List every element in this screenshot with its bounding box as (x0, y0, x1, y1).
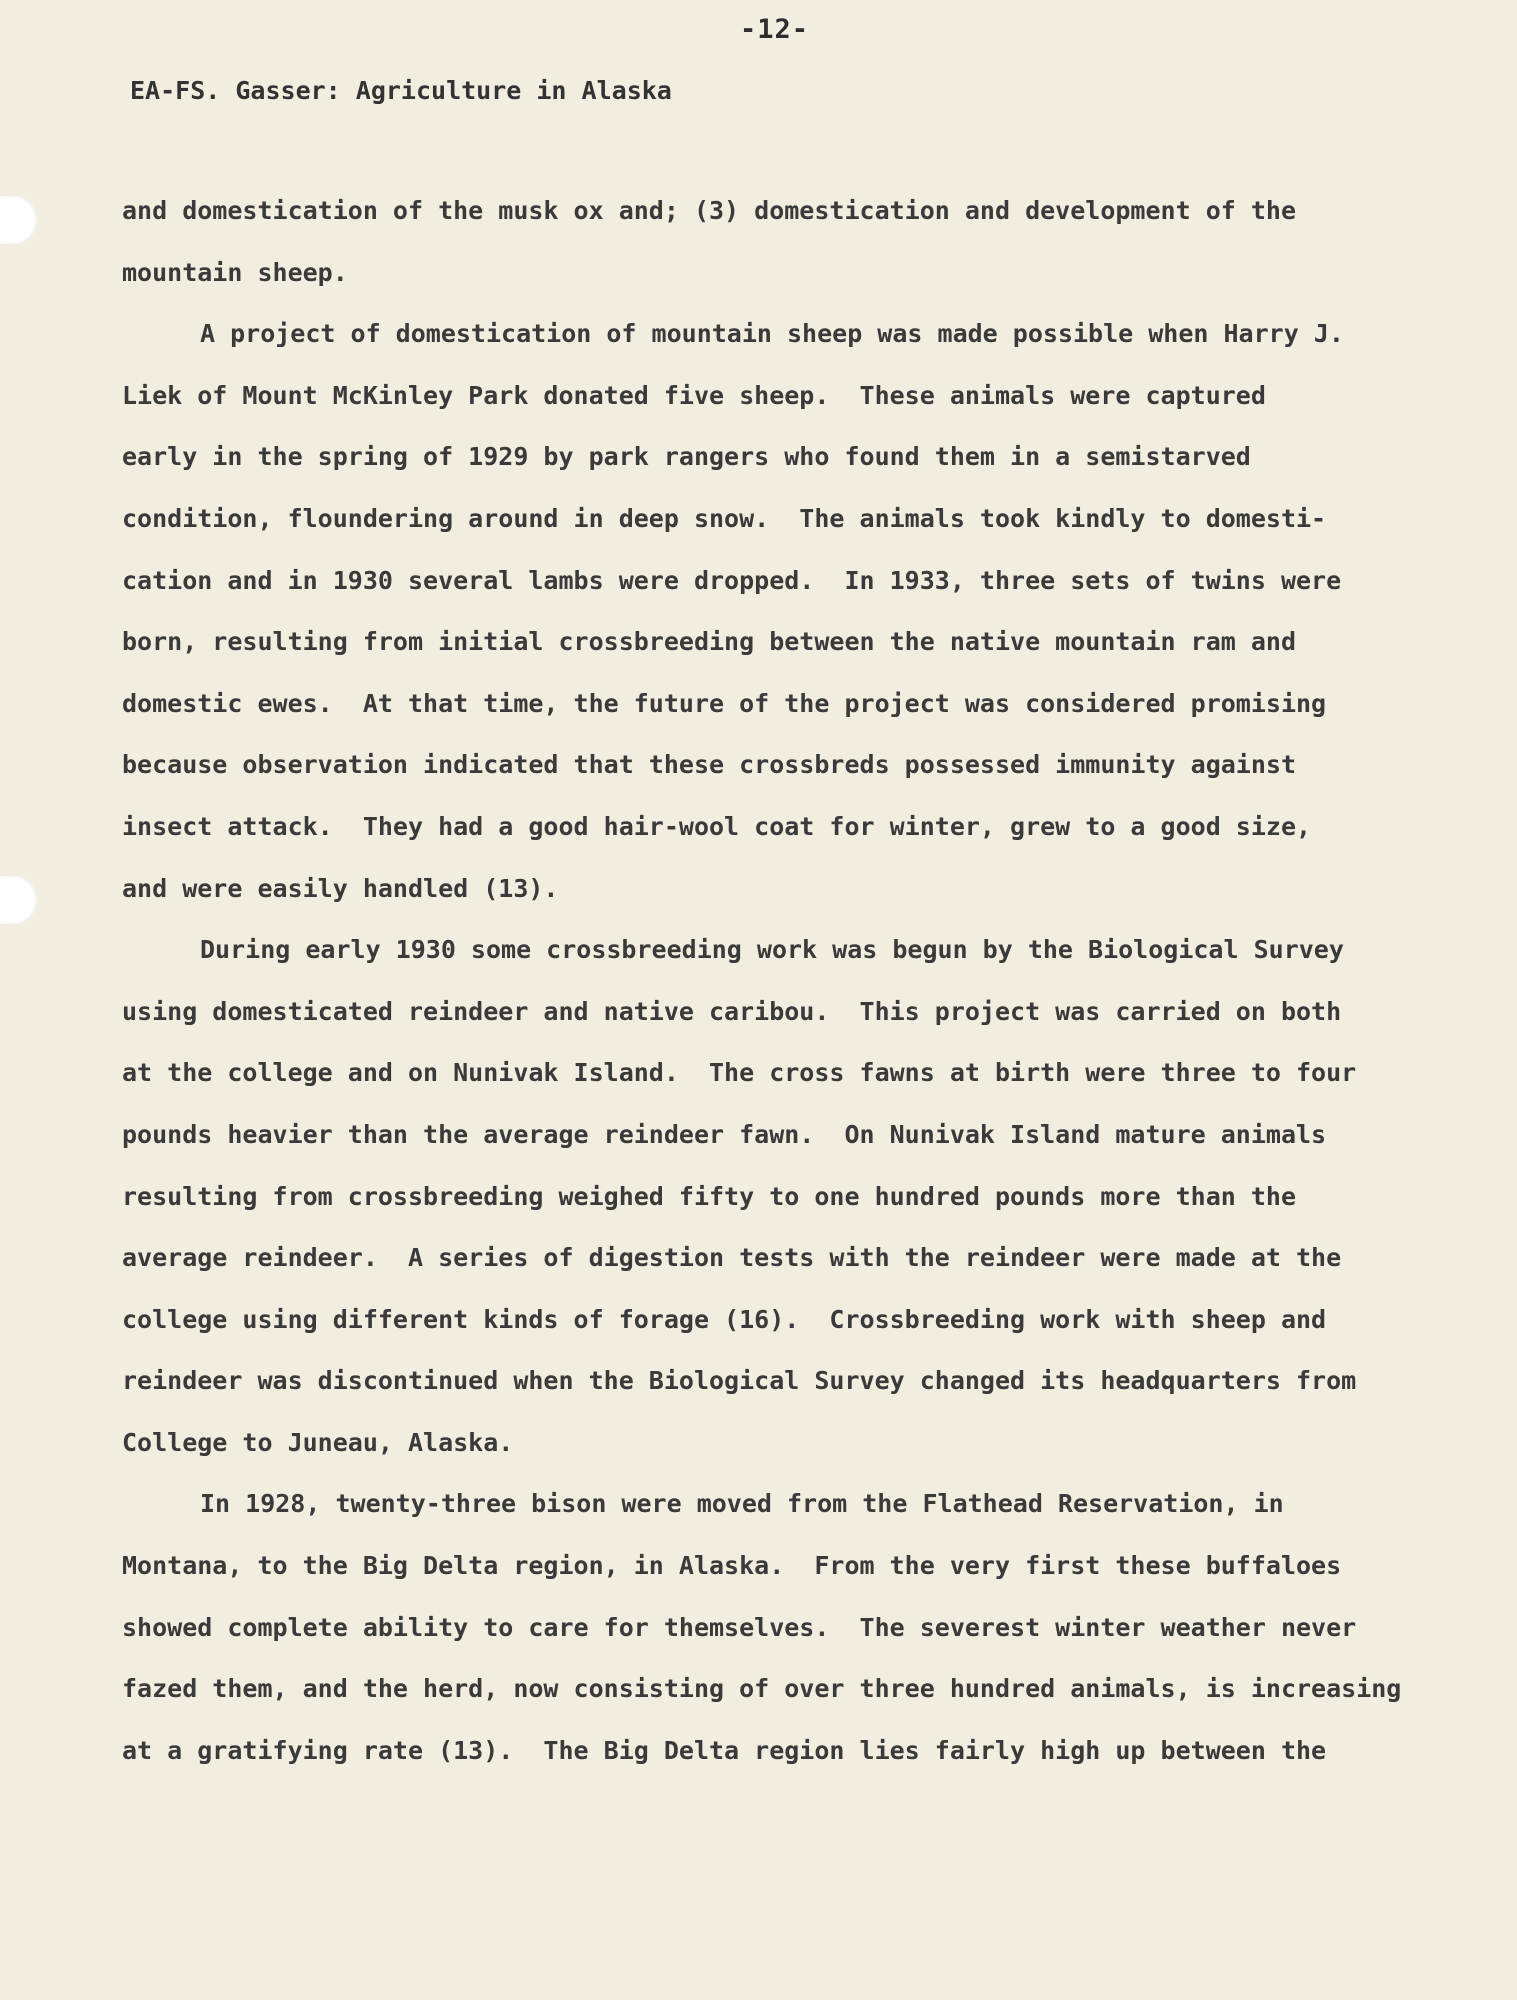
text-line: at a gratifying rate (13). The Big Delta region lies fairly high up between the (122, 1735, 1327, 1765)
running-header: EA-FS. Gasser: Agriculture in Alaska (130, 76, 672, 105)
text-line: college using different kinds of forage (16). Crossbreeding work with sheep and (122, 1304, 1327, 1334)
text-line: born, resulting from initial crossbreeding between the native mountain ram and (122, 627, 1296, 657)
paragraph-start-line: During early 1930 some crossbreeding work was begun by the Biological Survey (200, 935, 1344, 965)
text-line: mountain sheep. (122, 257, 348, 287)
text-line: cation and in 1930 several lambs were dropped. In 1933, three sets of twins were (122, 565, 1342, 595)
text-line: average reindeer. A series of digestion tests with the reindeer were made at the (122, 1243, 1342, 1273)
text-line: domestic ewes. At that time, the future of the project was considered promising (122, 688, 1327, 718)
text-line: and were easily handled (13). (122, 873, 559, 903)
punch-hole-middle (0, 876, 38, 924)
text-line: condition, floundering around in deep snow. The animals took kindly to domesti- (122, 503, 1327, 533)
text-line: using domesticated reindeer and native caribou. This project was carried on both (122, 996, 1342, 1026)
text-line: insect attack. They had a good hair-wool coat for winter, grew to a good size, (122, 811, 1312, 841)
page-number: -12- (740, 14, 810, 45)
text-line: reindeer was discontinued when the Biological Survey changed its headquarters from (122, 1366, 1357, 1396)
text-line: Montana, to the Big Delta region, in Alaska. From the very first these buffaloes (122, 1551, 1342, 1581)
punch-hole-top (0, 196, 38, 244)
text-line: and domestication of the musk ox and; (3) domestication and development of the (122, 196, 1296, 225)
text-line: Liek of Mount McKinley Park donated five sheep. These animals were captured (122, 380, 1266, 410)
text-line: early in the spring of 1929 by park rangers who found them in a semistarved (122, 442, 1251, 472)
text-line: College to Juneau, Alaska. (122, 1427, 514, 1457)
text-line: because observation indicated that these crossbreds possessed immunity against (122, 750, 1296, 780)
text-line: fazed them, and the herd, now consisting of over three hundred animals, is increasing (122, 1674, 1402, 1704)
paragraph-start-line: In 1928, twenty-three bison were moved from the Flathead Reservation, in (200, 1489, 1284, 1519)
text-line: pounds heavier than the average reindeer fawn. On Nunivak Island mature animals (122, 1119, 1327, 1149)
text-line: resulting from crossbreeding weighed fifty to one hundred pounds more than the (122, 1181, 1296, 1211)
body-text (122, 194, 1422, 1795)
text-line: showed complete ability to care for themselves. The severest winter weather never (122, 1612, 1357, 1642)
paragraph-start-line: A project of domestication of mountain sheep was made possible when Harry J. (200, 319, 1344, 349)
text-line: at the college and on Nunivak Island. The cross fawns at birth were three to four (122, 1058, 1357, 1088)
